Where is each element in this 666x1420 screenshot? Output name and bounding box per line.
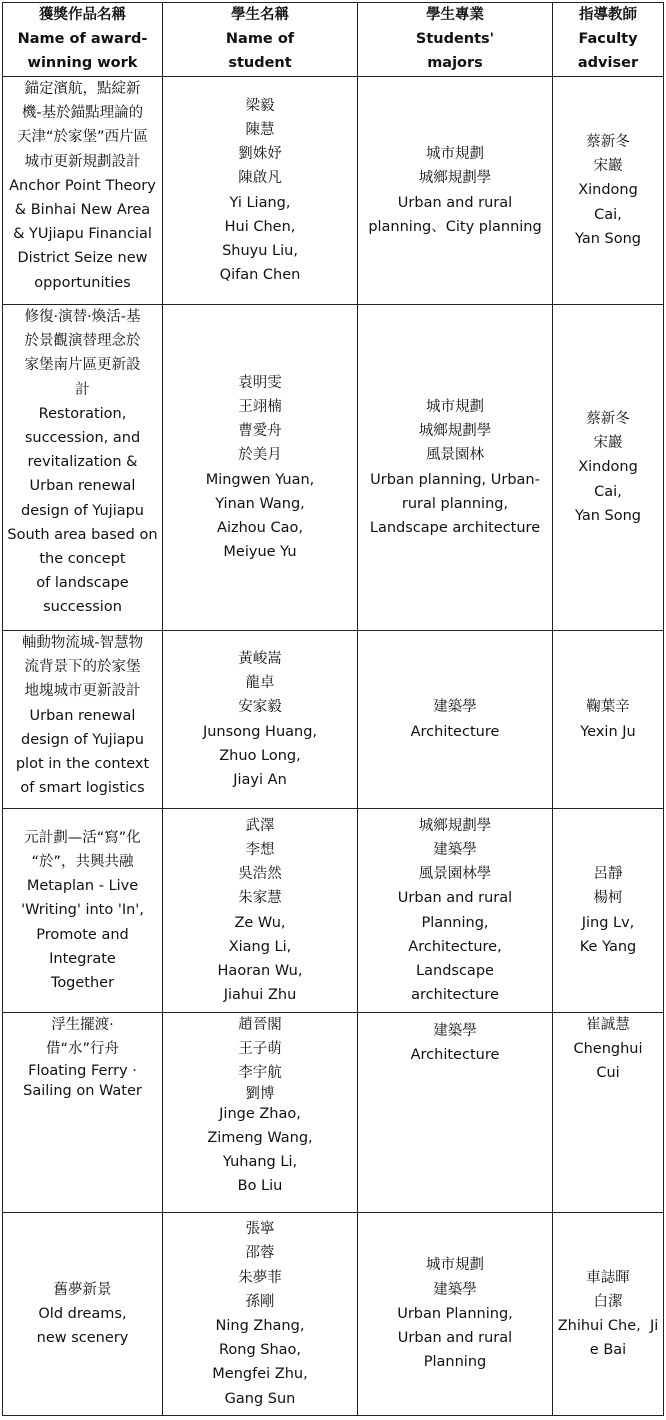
- header-text: 指導教師: [579, 7, 637, 23]
- adviser-cell: [553, 809, 664, 1013]
- cell-line: 安家毅: [238, 699, 282, 716]
- cell-line: Landscape architecture: [369, 519, 541, 536]
- cell-line: Meiyue Yu: [223, 544, 297, 561]
- cell-line: Floating Ferry ·: [28, 1063, 137, 1080]
- cell-line: Planning,: [421, 914, 489, 931]
- header-text: Students': [415, 31, 495, 48]
- cell-line: Bo Liu: [237, 1178, 283, 1195]
- cell-line: Ze Wu,: [234, 914, 286, 931]
- header-text: Name of award-: [17, 31, 148, 48]
- header-text: Faculty: [578, 31, 638, 48]
- cell-line: Gang Sun: [224, 1390, 296, 1407]
- cell-line: 曹愛舟: [238, 423, 282, 440]
- cell-line: 風景園林: [426, 447, 484, 464]
- cell-line: 陳啟凡: [238, 170, 282, 187]
- cell-line: & YUjiapu Financial: [13, 226, 152, 243]
- cell-line: Urban renewal: [29, 478, 136, 495]
- majors-cell: [358, 1013, 553, 1213]
- cell-line: Xindong: [578, 182, 638, 199]
- cell-line: 於美月: [238, 447, 282, 464]
- cell-line: 城鄉規劃學: [418, 817, 492, 834]
- cell-line: 城市規劃: [426, 146, 484, 163]
- cell-line: Urban and rural: [397, 194, 513, 211]
- cell-line: 朱家慧: [238, 890, 282, 907]
- cell-line: 計: [75, 381, 90, 398]
- cell-line: Together: [50, 975, 115, 991]
- table-row: [3, 1213, 664, 1416]
- cell-line: Zhihui Che, Ji: [557, 1318, 659, 1334]
- table-row: [3, 305, 664, 631]
- cell-line: of landscape: [36, 575, 129, 592]
- cell-line: 錨定濱航，點綻新: [24, 81, 141, 97]
- cell-line: Qifan Chen: [219, 267, 301, 284]
- cell-line: Architecture: [410, 723, 500, 740]
- cell-line: design of Yujiapu: [20, 731, 145, 748]
- cell-line: 劉博: [245, 1085, 275, 1102]
- cell-line: Zhuo Long,: [219, 747, 301, 764]
- cell-line: 城鄉規劃學: [418, 423, 492, 440]
- cell-line: succession, and: [24, 430, 141, 447]
- award-table: [2, 2, 664, 1416]
- cell-line: Zimeng Wang,: [207, 1129, 313, 1146]
- cell-line: the concept: [39, 551, 126, 568]
- cell-line: Haoran Wu,: [217, 962, 303, 979]
- students-cell: [163, 809, 358, 1013]
- cell-line: 城鄉規劃學: [418, 170, 492, 187]
- cell-line: Mengfei Zhu,: [212, 1366, 308, 1383]
- cell-line: 呂靜: [593, 866, 623, 883]
- cell-line: architecture: [411, 987, 499, 1004]
- cell-line: 蔡新冬: [586, 410, 630, 427]
- cell-line: Ning Zhang,: [215, 1318, 305, 1334]
- cell-line: 宋巖: [593, 435, 623, 452]
- cell-line: Cui: [596, 1065, 620, 1082]
- cell-line: 龍卓: [245, 675, 275, 692]
- majors-cell: [358, 77, 553, 305]
- majors-cell: [358, 305, 553, 631]
- cell-line: Anchor Point Theory: [9, 177, 156, 194]
- students-cell: [163, 1013, 358, 1213]
- cell-line: Mingwen Yuan,: [205, 471, 315, 488]
- cell-line: plot in the context: [15, 756, 150, 773]
- work-cell: [3, 809, 163, 1013]
- cell-line: Hui Chen,: [224, 218, 296, 235]
- cell-line: 建築學: [433, 841, 477, 858]
- work-cell: [3, 1013, 163, 1213]
- cell-line: 袁明雯: [238, 374, 282, 391]
- cell-line: 舊夢新景: [53, 1281, 112, 1298]
- cell-line: Old dreams,: [38, 1305, 127, 1322]
- cell-line: 黃峻嵩: [238, 650, 282, 667]
- cell-line: 浮生擺渡·: [51, 1017, 114, 1033]
- cell-line: Chenghui: [573, 1041, 643, 1058]
- header-text: 學生專業: [426, 7, 484, 23]
- header-text: majors: [427, 55, 483, 72]
- cell-line: Yuhang Li,: [222, 1154, 298, 1171]
- cell-line: 邵蓉: [245, 1245, 275, 1262]
- majors-cell: [358, 1213, 553, 1416]
- cell-line: 建築學: [433, 1281, 477, 1298]
- table-row: [3, 809, 664, 1013]
- cell-line: design of Yujiapu: [20, 502, 145, 519]
- cell-line: Architecture,: [408, 938, 502, 955]
- cell-line: 楊柯: [593, 890, 623, 907]
- table-row: [3, 631, 664, 809]
- cell-line: 宋巖: [593, 158, 623, 175]
- cell-line: 建築學: [433, 699, 477, 716]
- cell-line: 武澤: [245, 817, 275, 834]
- cell-line: 王翊楠: [238, 398, 282, 415]
- header-adviser: [553, 3, 664, 77]
- cell-line: 風景園林學: [418, 866, 492, 883]
- cell-line: 借“水”行舟: [45, 1041, 120, 1058]
- table-row: [3, 77, 664, 305]
- cell-line: Metaplan - Live: [26, 878, 139, 895]
- cell-line: 孫剛: [245, 1293, 275, 1310]
- cell-line: 李想: [245, 841, 275, 858]
- work-cell: [3, 1213, 163, 1416]
- cell-line: 天津“於家堡”西片區: [16, 129, 149, 146]
- cell-line: Jiahui Zhu: [223, 987, 297, 1004]
- cell-line: 劉姝妤: [238, 146, 282, 163]
- cell-line: & Binhai New Area: [14, 202, 151, 219]
- table-row: [3, 1013, 664, 1213]
- cell-line: Junsong Huang,: [202, 723, 318, 740]
- students-cell: [163, 77, 358, 305]
- students-cell: [163, 631, 358, 809]
- cell-line: Cai,: [594, 483, 622, 500]
- header-text: Name of: [225, 31, 295, 48]
- cell-line: 朱夢菲: [238, 1269, 282, 1286]
- header-student: [163, 3, 358, 77]
- adviser-cell: [553, 77, 664, 305]
- cell-line: Jiayi An: [233, 771, 287, 788]
- students-cell: [163, 305, 358, 631]
- cell-line: 城市規劃: [426, 398, 484, 415]
- cell-line: opportunities: [34, 274, 131, 291]
- cell-line: 白潔: [593, 1293, 623, 1310]
- cell-line: Architecture: [410, 1047, 500, 1064]
- cell-line: Urban and rural: [397, 1330, 513, 1347]
- cell-line: Integrate: [49, 950, 116, 967]
- cell-line: Sailing on Water: [23, 1083, 142, 1100]
- cell-line: 家堡南片區更新設: [24, 357, 141, 374]
- cell-line: 崔誠慧: [586, 1017, 630, 1033]
- students-cell: [163, 1213, 358, 1416]
- cell-line: 鞠葉辛: [586, 699, 630, 716]
- header-work: [3, 3, 163, 77]
- cell-line: 梁毅: [245, 97, 275, 114]
- header-text: adviser: [577, 55, 639, 72]
- cell-line: 張寧: [245, 1221, 275, 1238]
- cell-line: “於”，共興共融: [31, 853, 134, 870]
- header-row: [3, 3, 664, 77]
- adviser-cell: [553, 305, 664, 631]
- cell-line: 地塊城市更新設計: [24, 683, 141, 700]
- majors-cell: [358, 631, 553, 809]
- cell-line: Shuyu Liu,: [222, 242, 298, 259]
- cell-line: Urban renewal: [29, 707, 136, 724]
- header-text: 獲獎作品名稱: [39, 7, 126, 23]
- cell-line: 王子萌: [238, 1041, 282, 1058]
- cell-line: Promote and: [36, 926, 129, 943]
- work-cell: [3, 305, 163, 631]
- cell-line: revitalization &: [27, 454, 138, 471]
- cell-line: 流背景下的於家堡: [24, 659, 141, 676]
- adviser-cell: [553, 1213, 664, 1416]
- work-cell: [3, 631, 163, 809]
- cell-line: 陳慧: [245, 121, 275, 138]
- cell-line: Yi Liang,: [229, 194, 291, 211]
- cell-line: Restoration,: [38, 405, 127, 422]
- cell-line: 'Writing' into 'In',: [21, 902, 144, 919]
- cell-line: rural planning,: [401, 495, 509, 512]
- cell-line: Urban and rural: [397, 890, 513, 907]
- cell-line: new scenery: [36, 1330, 129, 1347]
- cell-line: Jinge Zhao,: [219, 1105, 301, 1122]
- cell-line: 李宇航: [238, 1065, 282, 1082]
- cell-line: 軸動物流城-智慧物: [21, 635, 144, 651]
- cell-line: South area based on: [7, 526, 158, 543]
- cell-line: Xindong: [578, 459, 638, 476]
- cell-line: 於景觀演替理念於: [24, 333, 141, 350]
- header-text: student: [228, 55, 292, 72]
- cell-line: Ke Yang: [579, 938, 637, 955]
- header-majors: [358, 3, 553, 77]
- cell-line: District Seize new: [17, 250, 148, 267]
- cell-line: Urban Planning,: [397, 1305, 513, 1322]
- cell-line: Xiang Li,: [228, 938, 292, 955]
- cell-line: Aizhou Cao,: [217, 519, 303, 536]
- cell-line: 機-基於錨點理論的: [21, 105, 144, 122]
- majors-cell: [358, 809, 553, 1013]
- cell-line: 吳浩然: [238, 866, 282, 883]
- cell-line: Yan Song: [574, 230, 641, 247]
- cell-line: Yan Song: [574, 507, 641, 524]
- cell-line: 修復·演替·煥活-基: [24, 309, 141, 325]
- cell-line: 城市更新規劃設計: [24, 153, 141, 170]
- cell-line: Planning: [423, 1354, 487, 1371]
- cell-line: Jing Lv,: [581, 914, 635, 931]
- cell-line: 車誌暉: [586, 1269, 630, 1286]
- cell-line: Cai,: [594, 206, 622, 223]
- cell-line: 建築學: [433, 1023, 477, 1039]
- header-text: 學生名稱: [231, 7, 289, 23]
- cell-line: Yinan Wang,: [215, 495, 305, 512]
- cell-line: Yexin Ju: [580, 723, 636, 740]
- header-text: winning work: [27, 55, 138, 72]
- work-cell: [3, 77, 163, 305]
- cell-line: 趙晉閣: [238, 1017, 282, 1033]
- cell-line: 城市規劃: [426, 1257, 484, 1274]
- cell-line: Urban planning, Urban-: [370, 471, 540, 488]
- cell-line: Landscape: [416, 962, 494, 979]
- cell-line: 元計劃—活“寫”化: [24, 829, 141, 846]
- cell-line: succession: [43, 599, 122, 616]
- adviser-cell: [553, 1013, 664, 1213]
- cell-line: of smart logistics: [20, 780, 145, 797]
- cell-line: planning、City planning: [368, 218, 542, 235]
- cell-line: e Bai: [589, 1342, 627, 1359]
- cell-line: 蔡新冬: [586, 133, 630, 150]
- cell-line: Rong Shao,: [218, 1342, 302, 1359]
- adviser-cell: [553, 631, 664, 809]
